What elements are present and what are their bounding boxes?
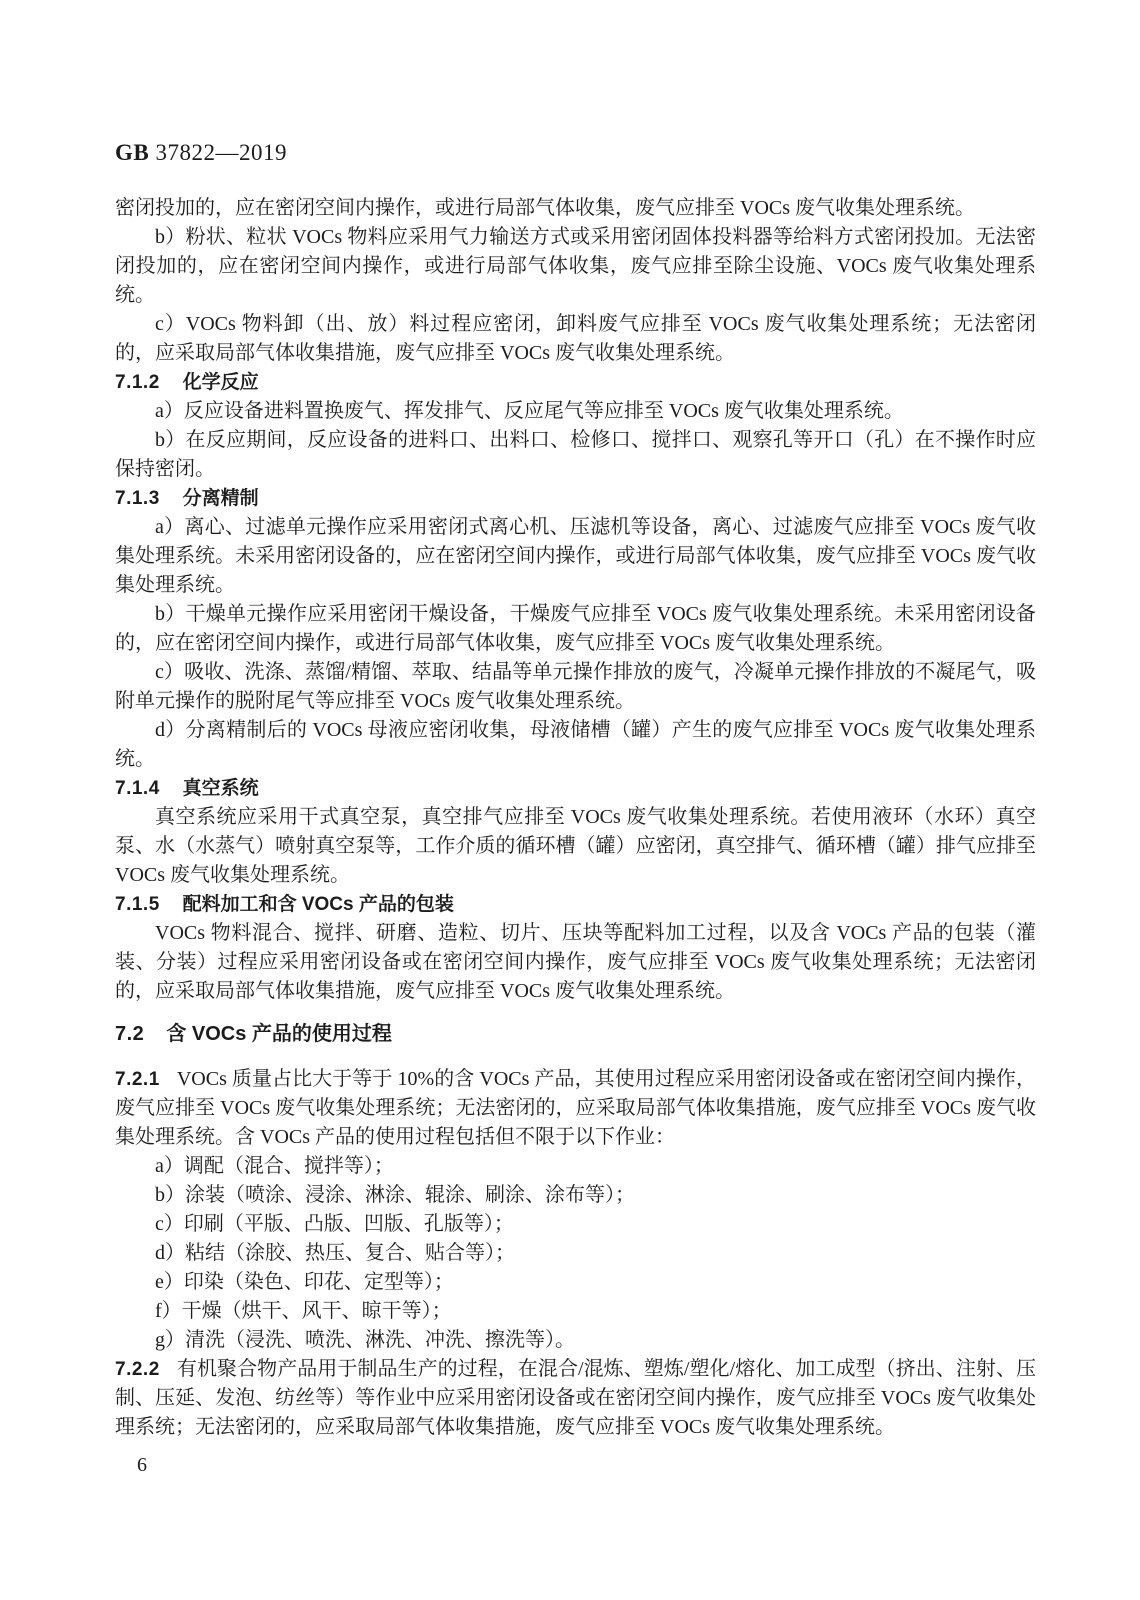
- section-title: 分离精制: [182, 488, 259, 509]
- clause-text: VOCs 质量占比大于等于 10%的含 VOCs 产品，其使用过程应采用密闭设备或在密闭空间内操作，废气应排至 VOCs 废气收集处理系统；无法密闭的，应采取局部气体收集措施，废气应排至 VOCs 废气收集处理系统。含 VOCs 产品的使用过程包括但不限于以下作业：: [115, 1068, 1036, 1148]
- standard-number-header: [115, 140, 1036, 166]
- paragraph: c）吸收、洗涤、蒸馏/精馏、萃取、结晶等单元操作排放的废气，冷凝单元操作排放的不凝尾气，吸附单元操作的脱附尾气等应排至 VOCs 废气收集处理系统。: [115, 661, 1036, 712]
- clause-text: 有机聚合物产品用于制品生产的过程，在混合/混炼、塑炼/塑化/熔化、加工成型（挤出、注射、压制、压延、发泡、纺丝等）等作业中应采用密闭设备或在密闭空间内操作，废气应排至 VOCs 废气收集处理系统；无法密闭的，应采取局部气体收集措施，废气应排至 VOCs 废气收集处理系统。: [115, 1358, 1036, 1438]
- paragraph: b）涂装（喷涂、浸涂、淋涂、辊涂、刷涂、涂布等）；: [155, 1184, 635, 1206]
- paragraph-continuation: 密闭投加的，应在密闭空间内操作，或进行局部气体收集，废气应排至 VOCs 废气收集处理系统。: [115, 197, 976, 219]
- document-body: [115, 194, 1036, 1442]
- section-heading-7.1.5: [115, 890, 1036, 919]
- paragraph: b）干燥单元操作应采用密闭干燥设备，干燥废气应排至 VOCs 废气收集处理系统。未采用密闭设备的，应在密闭空间内操作，或进行局部气体收集，废气应排至 VOCs 废气收集处理系统。: [115, 603, 1036, 654]
- section-heading-7.1.4: [115, 774, 1036, 803]
- clause-number: 7.2.1: [115, 1069, 160, 1090]
- paragraph: f）干燥（烘干、风干、晾干等）；: [155, 1300, 452, 1322]
- paragraph: e）印染（染色、印花、定型等）；: [155, 1271, 454, 1293]
- section-title: 含 VOCs 产品的使用过程: [166, 1023, 392, 1045]
- paragraph: a）调配（混合、搅拌等）；: [155, 1155, 394, 1177]
- section-title: 配料加工和含 VOCs 产品的包装: [182, 894, 454, 915]
- paragraph: b）粉状、粒状 VOCs 物料应采用气力输送方式或采用密闭固体投料器等给料方式密闭投加。无法密闭投加的，应在密闭空间内操作，或进行局部气体收集，废气应排至除尘设施、VOCs 废气收集处理系统。: [115, 226, 1036, 306]
- paragraph: g）清洗（浸洗、喷洗、淋洗、冲洗、擦洗等）。: [155, 1329, 575, 1351]
- section-number: 7.2: [115, 1023, 145, 1045]
- paragraph: d）分离精制后的 VOCs 母液应密闭收集，母液储槽（罐）产生的废气应排至 VOCs 废气收集处理系统。: [115, 719, 1036, 770]
- paragraph: VOCs 物料混合、搅拌、研磨、造粒、切片、压块等配料加工过程，以及含 VOCs 产品的包装（灌装、分装）过程应采用密闭设备或在密闭空间内操作，废气应排至 VOCs 废气收集处理系统；无法密闭的，应采取局部气体收集措施，废气应排至 VOCs 废气收集处理系统。: [115, 922, 1036, 1002]
- section-title: 化学反应: [182, 372, 259, 393]
- paragraph: a）离心、过滤单元操作应采用密闭式离心机、压滤机等设备，离心、过滤废气应排至 VOCs 废气收集处理系统。未采用密闭设备的，应在密闭空间内操作，或进行局部气体收集，废气应排至 VOCs 废气收集处理系统。: [115, 516, 1036, 596]
- section-number: 7.1.4: [115, 778, 160, 799]
- paragraph: d）粘结（涂胶、热压、复合、贴合等）；: [155, 1242, 515, 1264]
- paragraph: 真空系统应采用干式真空泵，真空排气应排至 VOCs 废气收集处理系统。若使用液环（水环）真空泵、水（水蒸气）喷射真空泵等，工作介质的循环槽（罐）应密闭，真空排气、循环槽（罐）排气应排至 VOCs 废气收集处理系统。: [115, 806, 1036, 886]
- paragraph: a）反应设备进料置换废气、挥发排气、反应尾气等应排至 VOCs 废气收集处理系统。: [155, 400, 904, 422]
- clause-number: 7.2.2: [115, 1359, 160, 1380]
- section-number: 7.1.3: [115, 488, 160, 509]
- paragraph: c）印刷（平版、凸版、凹版、孔版等）；: [155, 1213, 514, 1235]
- section-number: 7.1.5: [115, 894, 160, 915]
- standard-number: 37822—2019: [155, 140, 287, 165]
- clause-paragraph-7.2.1: [115, 1065, 1036, 1152]
- section-number: 7.1.2: [115, 372, 160, 393]
- section-heading-7.1.3: [115, 484, 1036, 513]
- clause-paragraph-7.2.2: [115, 1355, 1036, 1442]
- paragraph: b）在反应期间，反应设备的进料口、出料口、检修口、搅拌口、观察孔等开口（孔）在不操作时应保持密闭。: [115, 429, 1036, 480]
- section-title: 真空系统: [182, 778, 259, 799]
- section-heading-7.2: [115, 1020, 1036, 1049]
- paragraph: c）VOCs 物料卸（出、放）料过程应密闭，卸料废气应排至 VOCs 废气收集处理系统；无法密闭的，应采取局部气体收集措施，废气应排至 VOCs 废气收集处理系统。: [115, 313, 1036, 364]
- page-number: 6: [137, 1454, 147, 1476]
- section-heading-7.1.2: [115, 368, 1036, 397]
- standard-code: GB: [115, 140, 150, 165]
